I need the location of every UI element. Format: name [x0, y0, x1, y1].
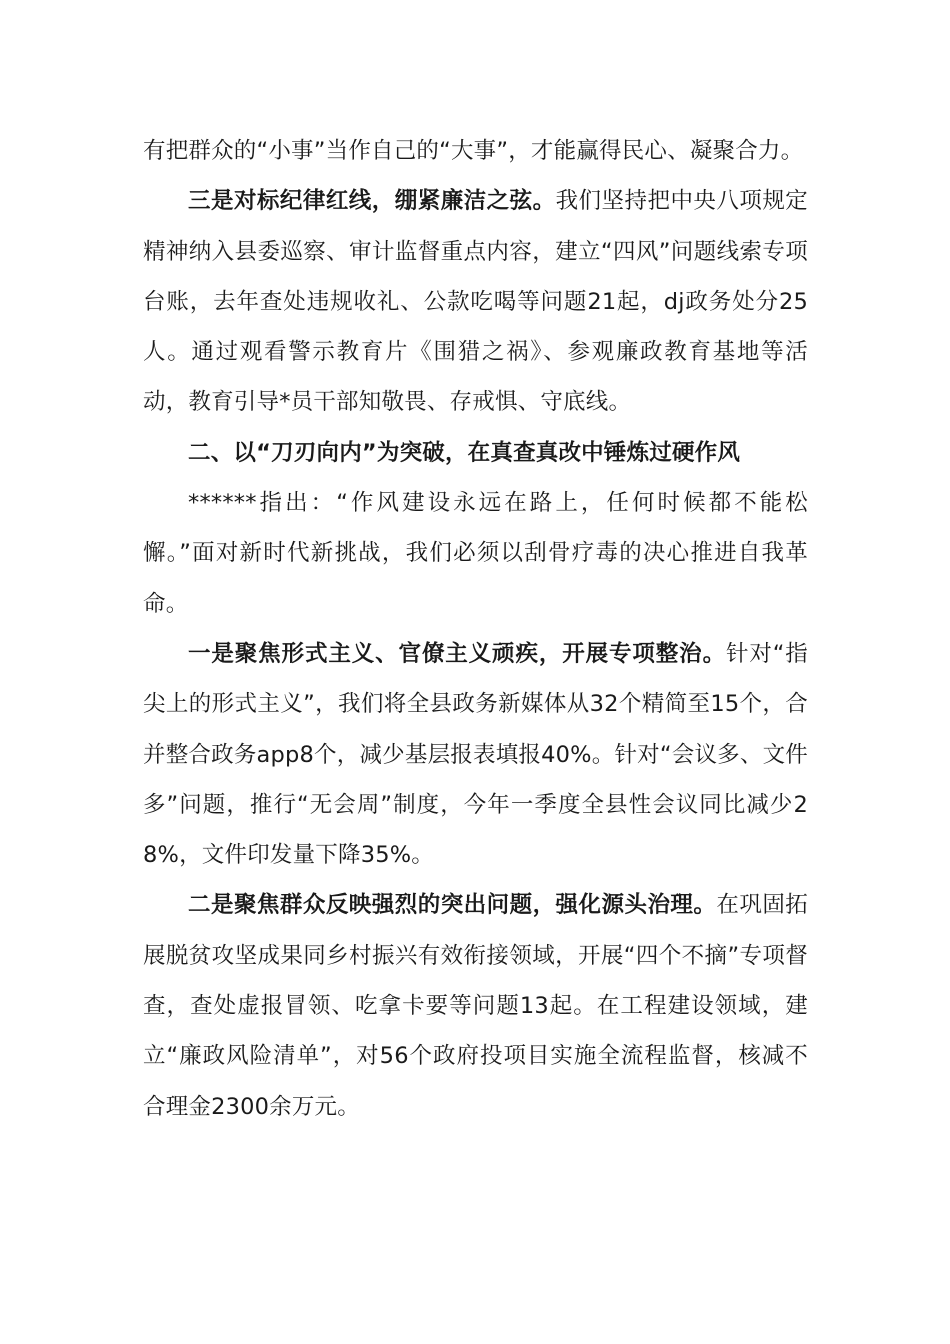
paragraph-text: 我们坚持把中央八项规定精神纳入县委巡察、审计监督重点内容，建立“四风”问题线索专项台账，去年查处违规收礼、公款吃喝等问题21起，dj政务处分25人。通过观看警示教育片《围猎之祸》、参观廉政教育基地等活动，教育引导*员干部知敬畏、存戒惧、守底线。: [143, 188, 809, 416]
paragraph-text: 针对“指尖上的形式主义”，我们将全县政务新媒体从32个精简至15个，合并整合政务app8个，减少基层报表填报40%。针对“会议多、文件多”问题，推行“无会周”制度，今年一季度全县性会议同比减少28%，文件印发量下降35%。: [143, 640, 808, 869]
paragraph-text: ******指出：“作风建设永远在路上，任何时候都不能松懈。”面对新时代新挑战，我们必须以刮骨疗毒的决心推进自我革命。: [143, 490, 808, 617]
section-heading-text: 二、以“刀刃向内”为突破，在真查真改中锤炼过硬作风: [188, 439, 741, 466]
paragraph-quote: [143, 478, 808, 629]
paragraph-continued: [143, 126, 808, 176]
paragraph-lead: 二是聚焦群众反映强烈的突出问题，强化源头治理。: [188, 892, 717, 919]
paragraph-text: 有把群众的“小事”当作自己的“大事”，才能赢得民心、凝聚合力。: [143, 138, 804, 164]
paragraph-formalism: [143, 629, 808, 880]
paragraph-governance: [143, 880, 808, 1131]
paragraph-lead: 三是对标纪律红线，绷紧廉洁之弦。: [188, 188, 556, 215]
paragraph-discipline: [143, 176, 808, 427]
document-page: [143, 126, 808, 1132]
section-heading: [143, 428, 808, 478]
paragraph-lead: 一是聚焦形式主义、官僚主义顽疾，开展专项整治。: [188, 640, 726, 667]
paragraph-text: 在巩固拓展脱贫攻坚成果同乡村振兴有效衔接领域，开展“四个不摘”专项督查，查处虚报冒领、吃拿卡要等问题13起。在工程建设领域，建立“廉政风险清单”，对56个政府投项目实施全流程监督，核减不合理金2300余万元。: [143, 892, 808, 1120]
